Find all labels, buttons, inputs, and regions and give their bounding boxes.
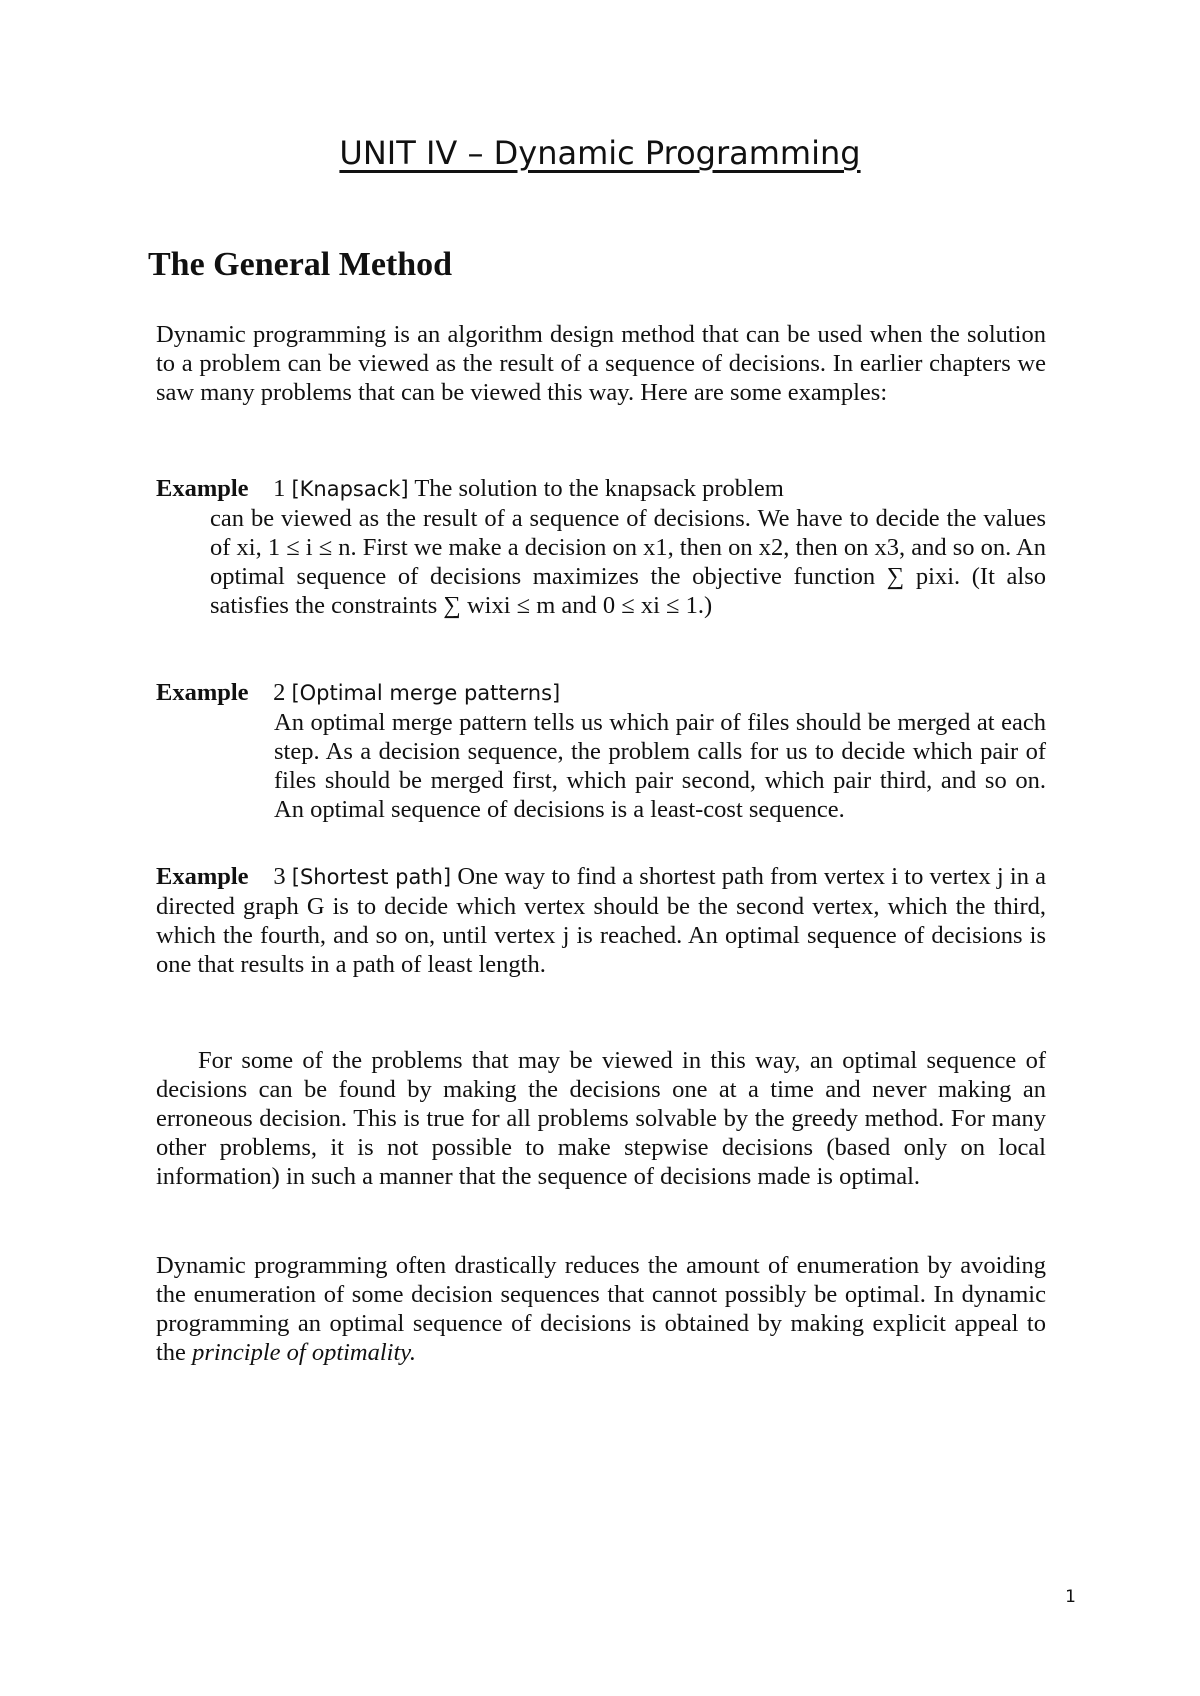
greedy-paragraph: For some of the problems that may be viewed in this way, an optimal sequence of decisions can be found by making the decisions one at a time and never making an erroneous decision. This is true for all problems solvable by the greedy method. For many other problems, it is not possible to make stepwise decisions (based only on local information) in such a manner that the sequence of decisions made is optimal. (156, 1047, 1046, 1190)
example-3-label: Example (156, 863, 249, 890)
section-heading: The General Method (148, 246, 453, 283)
example-2 (156, 678, 1046, 824)
unit-title: UNIT IV – Dynamic Programming (339, 134, 861, 172)
dp-paragraph (156, 1251, 1046, 1367)
example-3 (156, 862, 1046, 979)
example-1-body: can be viewed as the result of a sequence of decisions. We have to decide the values of xi, 1 ≤ i ≤ n. First we make a decision on x1, then on x2, then on x3, and so on. An optimal sequence of decisions maximizes the objective function ∑ pixi. (It also satisfies the constraints ∑ wixi ≤ m and 0 ≤ xi ≤ 1.) (210, 505, 1046, 619)
example-1 (156, 474, 1046, 620)
example-1-number: 1 (273, 475, 286, 502)
example-1-label: Example (156, 475, 249, 502)
intro-paragraph: Dynamic programming is an algorithm design method that can be used when the solution to a problem can be viewed as the result of a sequence of decisions. In earlier chapters we saw many problems that can be viewed this way. Here are some examples: (156, 321, 1046, 406)
example-2-body: An optimal merge pattern tells us which pair of files should be merged at each step. As a decision sequence, the problem calls for us to decide which pair of files should be merged first, which pair second, which pair third, and so on. An optimal sequence of decisions is a least-cost sequence. (274, 709, 1046, 823)
principle-of-optimality: principle of optimality. (192, 1339, 416, 1366)
example-3-body: One way to find a shortest path from vertex i to vertex j in a directed graph G is to decide which vertex should be the second vertex, which the third, which the fourth, and so on, until vertex j is reached. An optimal sequence of decisions is one that results in a path of least length. (156, 863, 1047, 978)
dp-paragraph-text: Dynamic programming often drastically reduces the amount of enumeration by avoiding the enumeration of some decision sequences that cannot possibly be optimal. In dynamic programming an optimal sequence of decisions is obtained by making explicit appeal to the (156, 1252, 1046, 1366)
example-1-first-line: The solution to the knapsack problem (414, 475, 784, 502)
page-number: 1 (1065, 1587, 1076, 1607)
example-2-number: 2 (273, 679, 286, 706)
example-1-tag: [Knapsack] (291, 477, 409, 501)
example-2-label: Example (156, 679, 249, 706)
example-3-number: 3 (273, 863, 286, 890)
example-3-tag: [Shortest path] (291, 865, 452, 889)
example-2-tag: [Optimal merge patterns] (291, 681, 561, 705)
